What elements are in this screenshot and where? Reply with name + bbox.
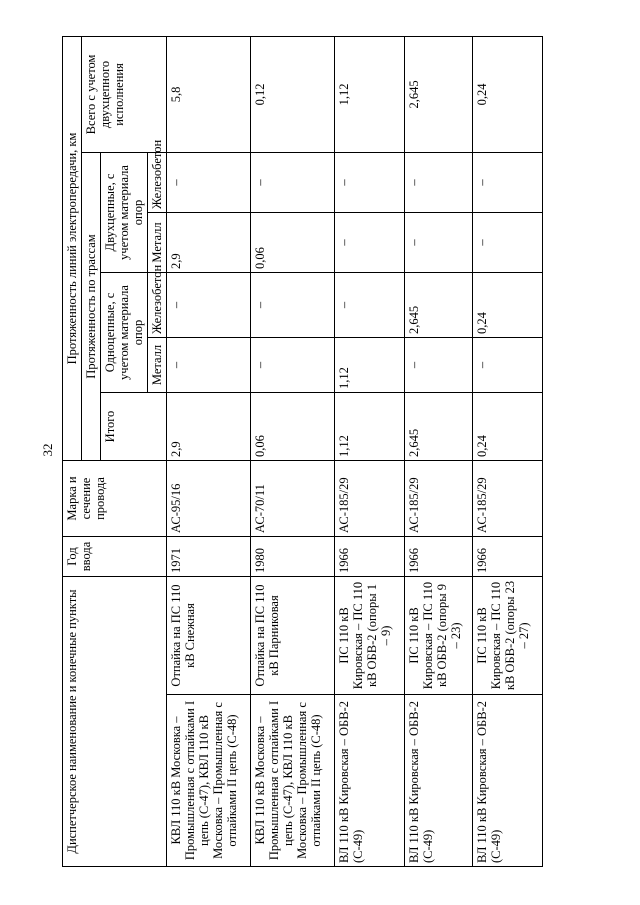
single-concrete-cell: 2,645: [405, 273, 473, 338]
line-name-cell: ВЛ 110 кВ Кировская – ОБВ-2 (С-49): [473, 695, 543, 867]
single-concrete-cell: –: [167, 273, 251, 338]
single-metal-cell: –: [473, 338, 543, 393]
wire-cell: АС-185/29: [405, 461, 473, 537]
header-year: Год ввода: [63, 537, 167, 577]
header-length-group: Протяженность линий электропередачи, км: [63, 36, 82, 460]
total-cell: 1,12: [335, 393, 405, 461]
line-name-cell: ВЛ 110 кВ Кировская – ОБВ-2 (С-49): [405, 695, 473, 867]
double-metal-cell: 2,9: [167, 213, 251, 273]
year-cell: 1966: [335, 537, 405, 577]
double-concrete-cell: –: [251, 153, 335, 213]
header-total: Итого: [101, 393, 167, 461]
total-double-cell: 0,24: [473, 36, 543, 152]
year-cell: 1971: [167, 537, 251, 577]
double-concrete-cell: –: [473, 153, 543, 213]
year-cell: 1980: [251, 537, 335, 577]
double-metal-cell: –: [473, 213, 543, 273]
double-metal-cell: –: [335, 213, 405, 273]
wire-cell: АС-95/16: [167, 461, 251, 537]
endpoint-cell: Отпайка на ПС 110 кВ Снежная: [167, 577, 251, 695]
header-double-concrete: Железобетон: [148, 153, 167, 213]
header-name: Диспетчерское наименование и конечные пункты: [63, 577, 167, 867]
header-wire: Марка и сечение провода: [63, 461, 167, 537]
single-concrete-cell: 0,24: [473, 273, 543, 338]
header-route-group: Протяженность по трассам: [82, 153, 101, 461]
endpoint-cell: ПС 110 кВ Кировская – ПС 110 кВ ОБВ-2 (опоры 23 – 27): [473, 577, 543, 695]
line-name-cell: ВЛ 110 кВ Кировская – ОБВ-2 (С-49): [335, 695, 405, 867]
page-number: 32: [40, 443, 55, 457]
total-double-cell: 2,645: [405, 36, 473, 152]
wire-cell: АС-70/11: [251, 461, 335, 537]
header-double-metal: Металл: [148, 213, 167, 273]
total-double-cell: 1,12: [335, 36, 405, 152]
table-row: [335, 36, 405, 866]
header-single-concrete: Железобетон: [148, 273, 167, 338]
single-concrete-cell: –: [335, 273, 405, 338]
table-row: [167, 36, 251, 866]
table-row: [473, 36, 543, 866]
double-metal-cell: 0,06: [251, 213, 335, 273]
total-cell: 2,645: [405, 393, 473, 461]
double-concrete-cell: –: [335, 153, 405, 213]
table-row: [251, 36, 335, 866]
total-double-cell: 0,12: [251, 36, 335, 152]
wire-cell: АС-185/29: [473, 461, 543, 537]
table-frame: [62, 37, 640, 863]
single-metal-cell: –: [405, 338, 473, 393]
total-cell: 0,06: [251, 393, 335, 461]
single-metal-cell: 1,12: [335, 338, 405, 393]
rotated-table-wrapper: [62, 37, 579, 867]
year-cell: 1966: [405, 537, 473, 577]
line-name-cell: КВЛ 110 кВ Московка – Промышленная с отпайками I цепь (С-47), КВЛ 110 кВ Московка – Промышленная с отпайками II цепь (С-48): [167, 695, 251, 867]
single-metal-cell: –: [251, 338, 335, 393]
header-single-chain: Одноцепные, с учетом материала опор: [101, 273, 148, 393]
total-cell: 2,9: [167, 393, 251, 461]
endpoint-cell: Отпайка на ПС 110 кВ Парниковая: [251, 577, 335, 695]
single-metal-cell: –: [167, 338, 251, 393]
single-concrete-cell: –: [251, 273, 335, 338]
double-concrete-cell: –: [167, 153, 251, 213]
header-double-chain: Двухцепные, с учетом материала опор: [101, 153, 148, 273]
endpoint-cell: ПС 110 кВ Кировская – ПС 110 кВ ОБВ-2 (опоры 1 – 9): [335, 577, 405, 695]
double-metal-cell: –: [405, 213, 473, 273]
total-double-cell: 5,8: [167, 36, 251, 152]
wire-cell: АС-185/29: [335, 461, 405, 537]
power-lines-table: [62, 36, 543, 867]
endpoint-cell: ПС 110 кВ Кировская – ПС 110 кВ ОБВ-2 (опоры 9 – 23): [405, 577, 473, 695]
year-cell: 1966: [473, 537, 543, 577]
total-cell: 0,24: [473, 393, 543, 461]
header-total-double: Всего с учетом двухцепного исполнения: [82, 36, 167, 152]
table-row: [405, 36, 473, 866]
double-concrete-cell: –: [405, 153, 473, 213]
line-name-cell: КВЛ 110 кВ Московка – Промышленная с отпайками I цепь (С-47), КВЛ 110 кВ Московка – Промышленная с отпайками II цепь (С-48): [251, 695, 335, 867]
header-single-metal: Металл: [148, 338, 167, 393]
